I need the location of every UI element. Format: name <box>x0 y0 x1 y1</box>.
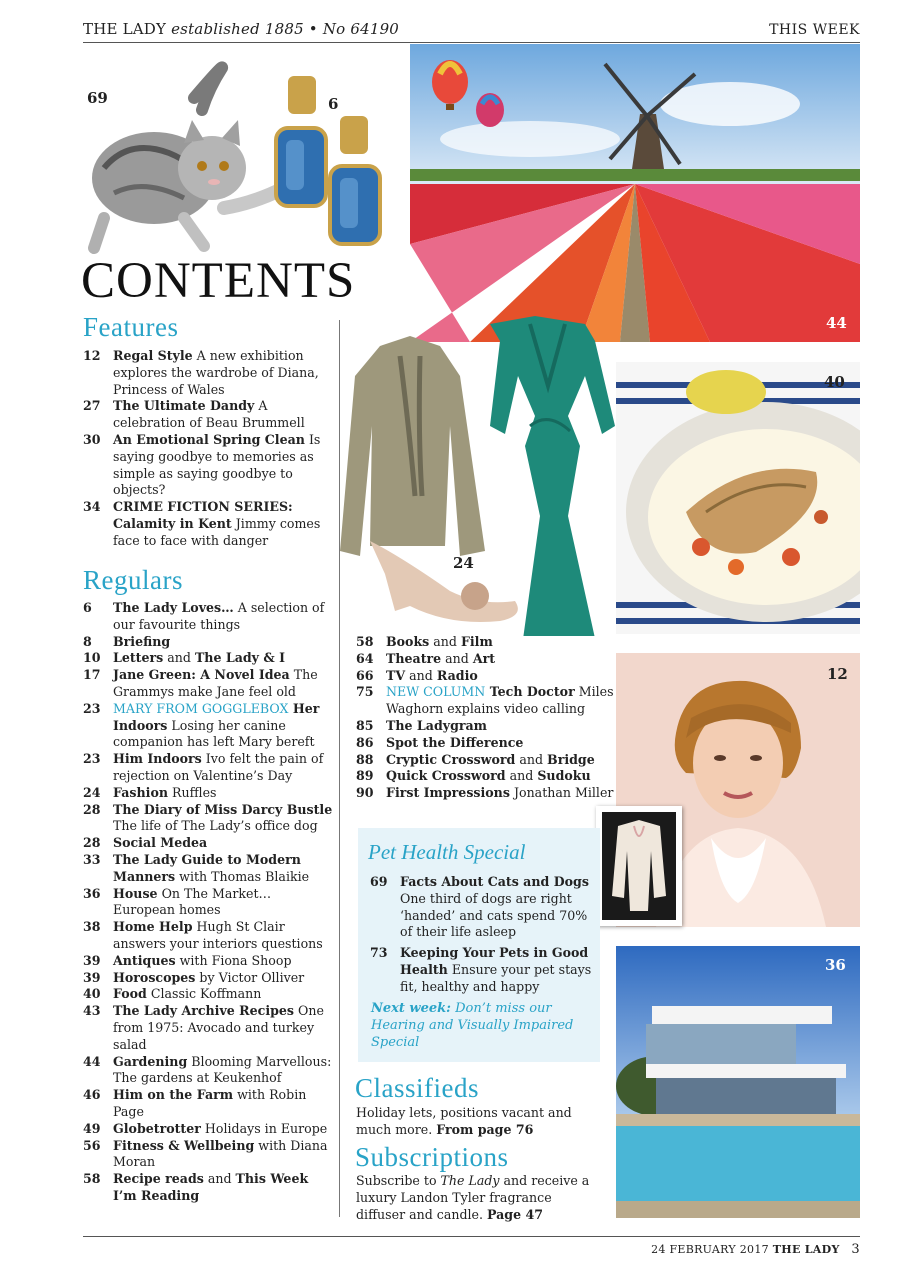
item-title: The Ladygram <box>386 717 487 733</box>
fashion-page-number: 24 <box>453 554 474 572</box>
item-title: The Lady Archive Recipes <box>113 1003 295 1019</box>
header-rule <box>83 42 860 43</box>
masthead <box>83 20 399 38</box>
list-item[interactable] <box>83 398 333 432</box>
list-item[interactable] <box>83 1003 333 1053</box>
list-item[interactable] <box>83 751 333 785</box>
page-number: 64 <box>356 650 374 666</box>
classifieds-page: From page 76 <box>436 1121 534 1137</box>
item-desc: and <box>429 634 461 649</box>
earrings-page-number: 6 <box>328 95 339 113</box>
list-item[interactable] <box>356 684 614 718</box>
item-title: Her Indoors <box>113 700 320 733</box>
list-item[interactable] <box>370 874 592 941</box>
list-item[interactable] <box>83 785 333 802</box>
list-item[interactable] <box>83 802 333 836</box>
page-number: 39 <box>83 969 101 985</box>
page-number: 40 <box>83 986 101 1002</box>
item-title: Books <box>386 634 430 649</box>
tulip-page-number: 44 <box>826 314 847 332</box>
pet-health-box <box>358 828 600 1062</box>
item-desc: and <box>163 650 195 666</box>
subscriptions-desc-1: Subscribe to <box>356 1173 441 1188</box>
list-item[interactable] <box>83 970 333 987</box>
page-number: 44 <box>83 1053 101 1069</box>
item-title: TV <box>386 667 406 683</box>
page-number: 66 <box>356 667 374 683</box>
item-desc: Ivo felt the pain of rejection on Valentine’s Day <box>113 751 324 783</box>
page-number: 75 <box>356 684 374 700</box>
blouse-display-photo <box>596 806 682 926</box>
item-title: The Lady Loves… <box>113 600 234 615</box>
list-item[interactable] <box>83 953 333 970</box>
page-number: 34 <box>83 499 101 515</box>
item-desc: Is saying goodbye to memories as simple as saying goodbye to objects? <box>113 431 321 498</box>
item-title: Quick Crossword <box>386 768 506 784</box>
item-desc: by Victor Olliver <box>195 969 305 985</box>
classifieds-desc: Holiday lets, positions vacant and much more. <box>356 1105 572 1137</box>
page-number: 10 <box>83 650 101 666</box>
list-item[interactable] <box>83 600 333 634</box>
item-desc: Miles Waghorn explains video calling <box>386 684 614 717</box>
list-item[interactable] <box>83 886 333 920</box>
list-item[interactable] <box>83 650 333 667</box>
list-item[interactable] <box>83 852 333 886</box>
list-item[interactable] <box>83 1054 333 1088</box>
page-number: 36 <box>83 885 101 901</box>
page-number: 39 <box>83 952 101 968</box>
item-title: Regal Style <box>113 348 193 363</box>
blouse-display-illustration <box>596 806 682 926</box>
item-title: The Diary of Miss Darcy Bustle <box>113 801 333 817</box>
list-item[interactable] <box>83 701 333 751</box>
item-desc: A new exhibition explores the wardrobe of Diana, Princess of Wales <box>113 348 319 397</box>
item-title: Facts About Cats and Dogs <box>400 874 589 889</box>
item-title: Tech Doctor <box>485 684 575 700</box>
next-week-label: Next week: <box>371 1001 451 1016</box>
item-desc: with Fiona Shoop <box>175 952 292 968</box>
page-number: 24 <box>83 784 101 800</box>
pet-health-title: Pet Health Special <box>368 840 526 864</box>
list-item[interactable] <box>356 768 614 785</box>
subscriptions-magazine: The Lady <box>440 1173 500 1188</box>
page-number: 90 <box>356 785 374 801</box>
item-title: Briefing <box>113 633 171 649</box>
item-desc: and <box>441 650 473 666</box>
page-number: 38 <box>83 919 101 935</box>
diana-page-number: 12 <box>827 665 848 683</box>
page-number: 85 <box>356 717 374 733</box>
item-title: The Ultimate Dandy <box>113 398 255 414</box>
item-desc: Holidays in Europe <box>200 1120 328 1136</box>
list-item[interactable] <box>83 499 333 549</box>
item-title-2: Art <box>472 650 496 666</box>
features-heading: Features <box>83 312 179 342</box>
magazine-name: THE LADY <box>83 20 167 38</box>
fashion-photo <box>340 316 635 636</box>
subscriptions-page: Page 47 <box>487 1206 544 1222</box>
item-title: House <box>113 885 158 901</box>
list-item[interactable] <box>83 1121 333 1138</box>
item-desc: The Grammys make Jane feel old <box>113 667 318 699</box>
page-number: 46 <box>83 1087 101 1103</box>
features-list <box>83 348 333 550</box>
page-number: 27 <box>83 398 101 414</box>
item-title: Letters <box>113 650 164 666</box>
list-item[interactable] <box>83 1087 333 1121</box>
page-number: 6 <box>83 600 92 615</box>
tulip-windmill-illustration <box>410 44 860 342</box>
item-desc: with Thomas Blaikie <box>175 868 310 884</box>
page-number: 23 <box>83 751 101 767</box>
next-week-note <box>371 1000 591 1051</box>
item-title: First Impressions <box>386 785 510 801</box>
item-title: Cryptic Crossword <box>386 751 516 767</box>
list-item[interactable] <box>356 735 614 752</box>
food-illustration <box>616 362 860 634</box>
page-number-footer: 3 <box>851 1242 860 1257</box>
item-title: Antiques <box>113 952 176 968</box>
house-page-number: 36 <box>825 956 846 974</box>
item-desc: A selection of our favourite things <box>113 600 325 632</box>
regulars-heading: Regulars <box>83 565 183 595</box>
page-number: 28 <box>83 801 101 817</box>
item-desc: The life of The Lady’s office dog <box>113 818 318 834</box>
item-title-2: Radio <box>436 667 478 683</box>
list-item[interactable] <box>356 651 614 668</box>
issue-date: 24 FEBRUARY 2017 <box>651 1243 769 1256</box>
item-title: Fitness & Wellbeing <box>113 1137 255 1153</box>
item-kicker: NEW COLUMN <box>386 684 486 700</box>
page-number: 58 <box>83 1171 101 1187</box>
classifieds-heading: Classifieds <box>355 1073 479 1103</box>
list-item[interactable] <box>83 348 333 398</box>
list-item[interactable] <box>83 919 333 953</box>
item-desc: and <box>203 1171 236 1187</box>
house-illustration <box>616 946 860 1218</box>
page-number: 28 <box>83 835 101 851</box>
item-desc: Jonathan Miller <box>509 785 614 801</box>
page-number: 30 <box>83 431 101 447</box>
item-title: An Emotional Spring Clean <box>113 431 305 447</box>
cat-page-number: 69 <box>87 89 108 107</box>
page-number: 43 <box>83 1003 101 1019</box>
item-desc: with Robin Page <box>113 1087 307 1119</box>
item-title: Fashion <box>113 784 168 800</box>
item-title: Social Medea <box>113 835 208 851</box>
list-item[interactable] <box>83 986 333 1003</box>
subscriptions-heading: Subscriptions <box>355 1142 509 1172</box>
item-desc: One from 1975: Avocado and turkey salad <box>113 1003 324 1052</box>
next-week-text: Don’t miss our Hearing and Visually Impaired Special <box>371 1001 574 1050</box>
item-title: Gardening <box>113 1053 188 1069</box>
page-number: 73 <box>370 945 388 961</box>
item-title: CRIME FICTION SERIES: Calamity in Kent <box>113 499 293 531</box>
contents-title: CONTENTS <box>81 253 356 309</box>
list-item[interactable] <box>83 835 333 852</box>
footer <box>651 1242 860 1257</box>
item-title: The Lady Guide to Modern Manners <box>113 851 301 884</box>
item-title: Globetrotter <box>113 1120 201 1136</box>
list-item[interactable] <box>370 945 592 995</box>
item-desc: and <box>505 768 538 784</box>
item-title-2: Film <box>460 634 493 649</box>
item-desc: Blooming Marvellous: The gardens at Keukenhof <box>113 1053 332 1086</box>
item-desc: Jimmy comes face to face with danger <box>113 515 321 548</box>
list-item[interactable] <box>83 432 333 499</box>
item-desc: and <box>405 667 437 683</box>
section-label: THIS WEEK <box>769 22 860 38</box>
food-page-number: 40 <box>824 373 845 391</box>
established-text: established 1885 • No 64190 <box>171 20 400 38</box>
page-number: 33 <box>83 851 101 867</box>
item-title-2: This Week I’m Reading <box>113 1171 309 1203</box>
item-desc: with Diana Moran <box>113 1137 328 1170</box>
list-item[interactable] <box>83 634 333 651</box>
item-desc: On The Market… European homes <box>113 885 272 918</box>
list-item[interactable] <box>356 668 614 685</box>
item-title: Keeping Your Pets in Good Health <box>400 945 589 977</box>
subscriptions-desc-2: and receive a luxury Landon Tyler fragrance diffuser and candle. <box>356 1173 590 1222</box>
list-item[interactable] <box>83 667 333 701</box>
item-title: Theatre <box>386 650 442 666</box>
list-item[interactable] <box>83 1171 333 1205</box>
pet-health-list <box>370 874 592 996</box>
item-desc: and <box>515 751 548 767</box>
list-item[interactable] <box>356 752 614 769</box>
item-title-2: Bridge <box>547 751 595 767</box>
cat-earrings-illustration <box>74 58 404 254</box>
page-number: 88 <box>356 751 374 767</box>
subscriptions-text[interactable] <box>356 1173 596 1223</box>
page-number: 8 <box>83 633 92 649</box>
item-title: Horoscopes <box>113 969 196 985</box>
page-number: 49 <box>83 1120 101 1136</box>
classifieds-text[interactable] <box>356 1105 596 1139</box>
item-desc: Ensure your pet stays fit, healthy and happy <box>400 961 592 994</box>
item-kicker: MARY FROM GOGGLEBOX <box>113 700 289 716</box>
item-title-2: Sudoku <box>537 768 591 784</box>
cat-earrings-photo <box>74 58 404 254</box>
food-photo <box>616 362 860 634</box>
item-desc: Ruffles <box>168 784 217 800</box>
item-title: Jane Green: A Novel Idea <box>113 667 290 683</box>
more-list <box>356 634 614 802</box>
item-desc: A celebration of Beau Brummell <box>113 398 305 431</box>
tulip-field-photo <box>410 44 860 342</box>
item-title: Spot the Difference <box>386 734 524 750</box>
regulars-list <box>83 600 333 1205</box>
page-number: 56 <box>83 1137 101 1153</box>
item-title-2: The Lady & I <box>194 650 286 666</box>
item-title: Him on the Farm <box>113 1087 234 1103</box>
page-number: 89 <box>356 768 374 784</box>
item-desc: Classic Koffmann <box>146 986 262 1002</box>
page-number: 23 <box>83 700 101 716</box>
item-title: Recipe reads <box>113 1171 204 1187</box>
item-title: Food <box>113 986 147 1002</box>
list-item[interactable] <box>356 718 614 735</box>
item-title: Him Indoors <box>113 751 202 767</box>
page-number: 12 <box>83 348 101 363</box>
item-desc: Hugh St Clair answers your interiors questions <box>113 919 323 951</box>
page-number: 17 <box>83 667 101 683</box>
item-title: Home Help <box>113 919 193 935</box>
fashion-illustration <box>340 316 635 636</box>
page-number: 69 <box>370 874 388 889</box>
footer-rule <box>83 1236 860 1237</box>
list-item[interactable] <box>83 1138 333 1172</box>
item-desc: Losing her canine companion has left Mary bereft <box>113 717 315 750</box>
page-number: 58 <box>356 634 374 649</box>
house-photo <box>616 946 860 1218</box>
footer-magazine: THE LADY <box>772 1243 840 1256</box>
page-number: 86 <box>356 734 374 750</box>
list-item[interactable] <box>356 634 614 651</box>
list-item[interactable] <box>356 785 614 802</box>
item-desc: One third of dogs are right ‘handed’ and cats spend 70% of their life asleep <box>400 890 588 940</box>
